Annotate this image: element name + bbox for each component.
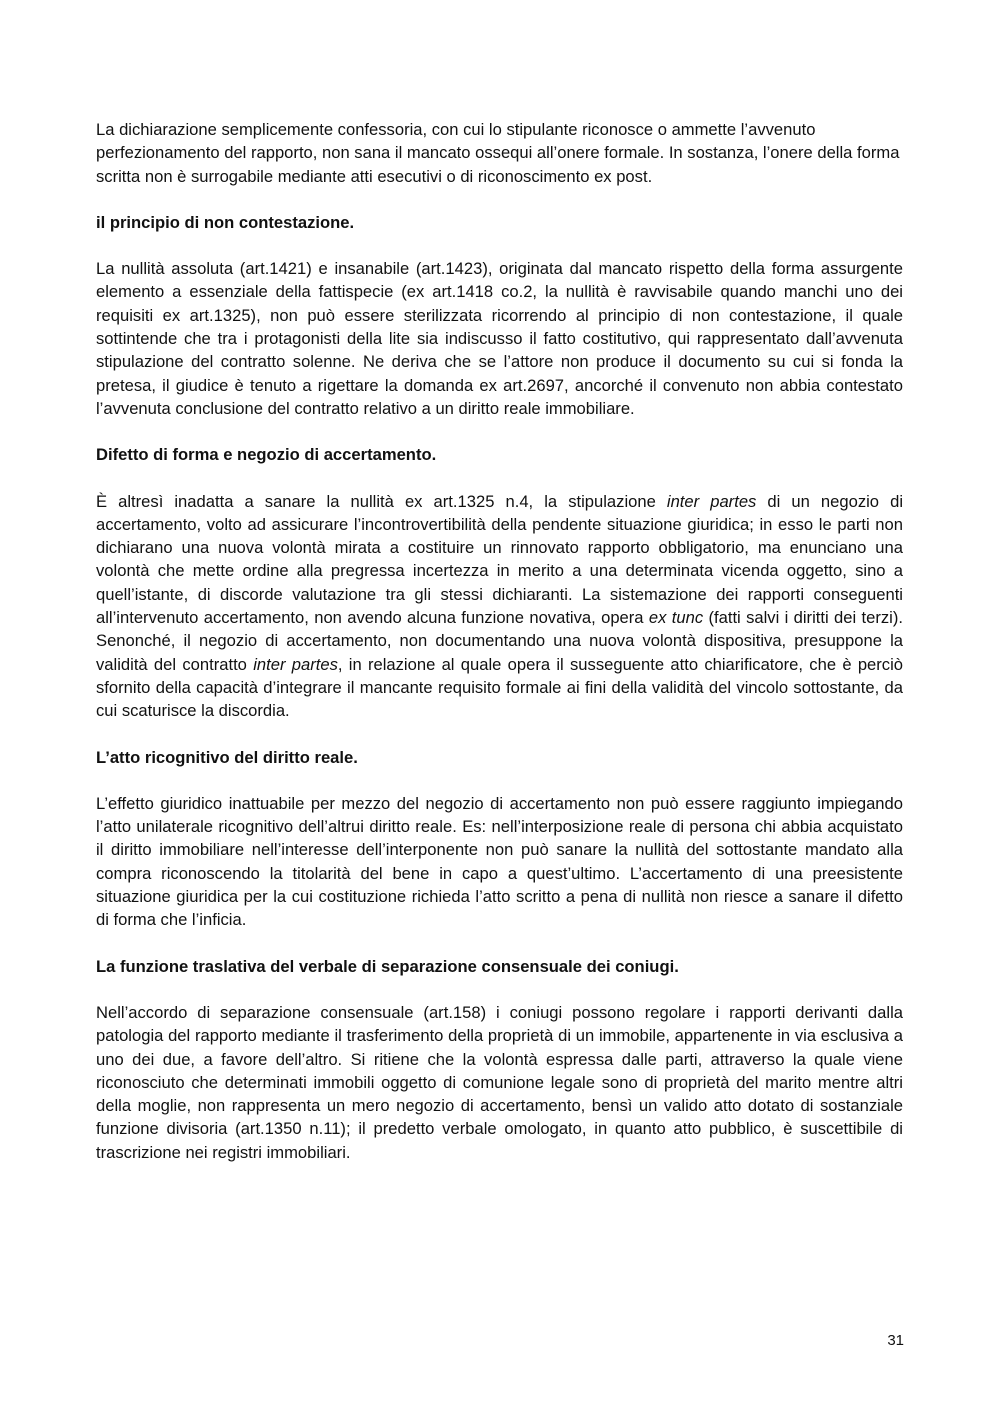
spacer [96, 932, 903, 955]
paragraph-accertamento [96, 490, 903, 723]
spacer [96, 723, 903, 746]
paragraph-separazione: Nell’accordo di separazione consensuale (art.158) i coniugi possono regolare i rapporti derivanti dalla patologia del rapporto mediante il trasferimento della proprietà di un immobile, appartenente in via esclusiva a uno dei due, a favore dell’altro. Si ritiene che la volontà espressa dalle parti, attraverso la quale viene riconosciuto che determinati immobili oggetto di comunione legale sono di proprietà del marito mentre altri della moglie, non rappresenta un mero negozio di accertamento, bensì un valido atto dotato di sostanziale funzione divisoria (art.1350 n.11); il predetto verbale omologato, in quanto atto pubblico, è suscettibile di trascrizione nei registri immobiliari. [96, 1002, 903, 1162]
spacer [96, 467, 903, 490]
italic-term: inter partes [253, 654, 338, 674]
heading-atto-ricognitivo: L’atto ricognitivo del diritto reale. [96, 747, 358, 767]
italic-term: ex tunc [648, 608, 704, 628]
heading-non-contestazione: il principio di non contestazione. [96, 212, 355, 232]
italic-term: inter partes [666, 491, 757, 511]
paragraph-ricognitivo: L’effetto giuridico inattuabile per mezzo del negozio di accertamento non può essere raggiunto impiegando l’atto unilaterale ricognitivo dell’altrui diritto reale. Es: nell’interposizione reale di persona chi abbia acquistato il diritto immobiliare nell’interesse dell’interponente non può sanare la nullità del sottostante mandato alla compra riconoscendo la titolarità del bene in capo a quest’ultimo. L’accertamento di una preesistente situazione giuridica per la cui costituzione richieda l’atto scritto a pena di nullità non riesce a sanare il difetto di forma che l’inficia. [96, 793, 903, 930]
spacer [96, 769, 903, 792]
heading-funzione-traslativa: La funzione traslativa del verbale di separazione consensuale dei coniugi. [96, 956, 679, 976]
paragraph-nullita: La nullità assoluta (art.1421) e insanabile (art.1423), originata dal mancato rispetto della forma assurgente elemento a essenziale della fattispecie (ex art.1418 co.2, la nullità è ravvisabile quando manchi uno dei requisiti ex art.1325), non può essere sterilizzata ricorrendo al principio di non contestazione, il quale sottintende che tra i protagonisti della lite sia indiscusso il fatto costitutivo, qui rappresentato dall’avvenuta stipulazione del contratto solenne. Ne deriva che se l’attore non produce il documento su cui si fonda la pretesa, il giudice è tenuto a rigettare la domanda ex art.2697, ancorché il convenuto non abbia contestato l’avvenuta conclusione del contratto relativo a un diritto reale immobiliare. [96, 259, 903, 418]
text-run: (fatti salvi i diritti dei terzi). Senonché, il negozio di accertamento, non documentando una nuova volontà dispositiva, presuppone la validità del contratto [96, 608, 903, 674]
document-body [96, 118, 903, 1164]
spacer [96, 234, 903, 257]
spacer [96, 420, 903, 443]
spacer [96, 188, 903, 211]
paragraph-confessoria: La dichiarazione semplicemente confessoria, con cui lo stipulante riconosce o ammette l’avvenuto perfezionamento del rapporto, non sana il mancato ossequi all’onere formale. In sostanza, l’onere della forma scritta non è surrogabile mediante atti esecutivi o di riconoscimento ex post. [96, 120, 900, 186]
page-number: 31 [887, 1332, 904, 1349]
heading-difetto-forma: Difetto di forma e negozio di accertamento. [96, 445, 437, 465]
text-run: È altresì inadatta a sanare la nullità ex art.1325 n.4, la stipulazione [96, 491, 667, 511]
text-run: di un negozio di accertamento, volto ad assicurare l’incontrovertibilità della pendente situazione giuridica; in esso le parti non dichiarano una nuova volontà mirata a costituire un rinnovato rapporto obbligatorio, ma enunciano una volontà che mette ordine alla pregressa incertezza in merito a una determinata vicenda oggetto, sino a quell’istante, di discorde valutazione tra gli stessi dichiaranti. La sistemazione dei rapporti conseguenti all’intervenuto accertamento, non avendo alcuna funzione novativa, opera [96, 491, 904, 628]
spacer [96, 978, 903, 1001]
text-run: , in relazione al quale opera il susseguente atto chiarificatore, che è perciò sfornito della capacità d’integrare il mancante requisito formale ai fini della validità del vincolo sottostante, da cui scaturisce la discordia. [96, 654, 904, 721]
